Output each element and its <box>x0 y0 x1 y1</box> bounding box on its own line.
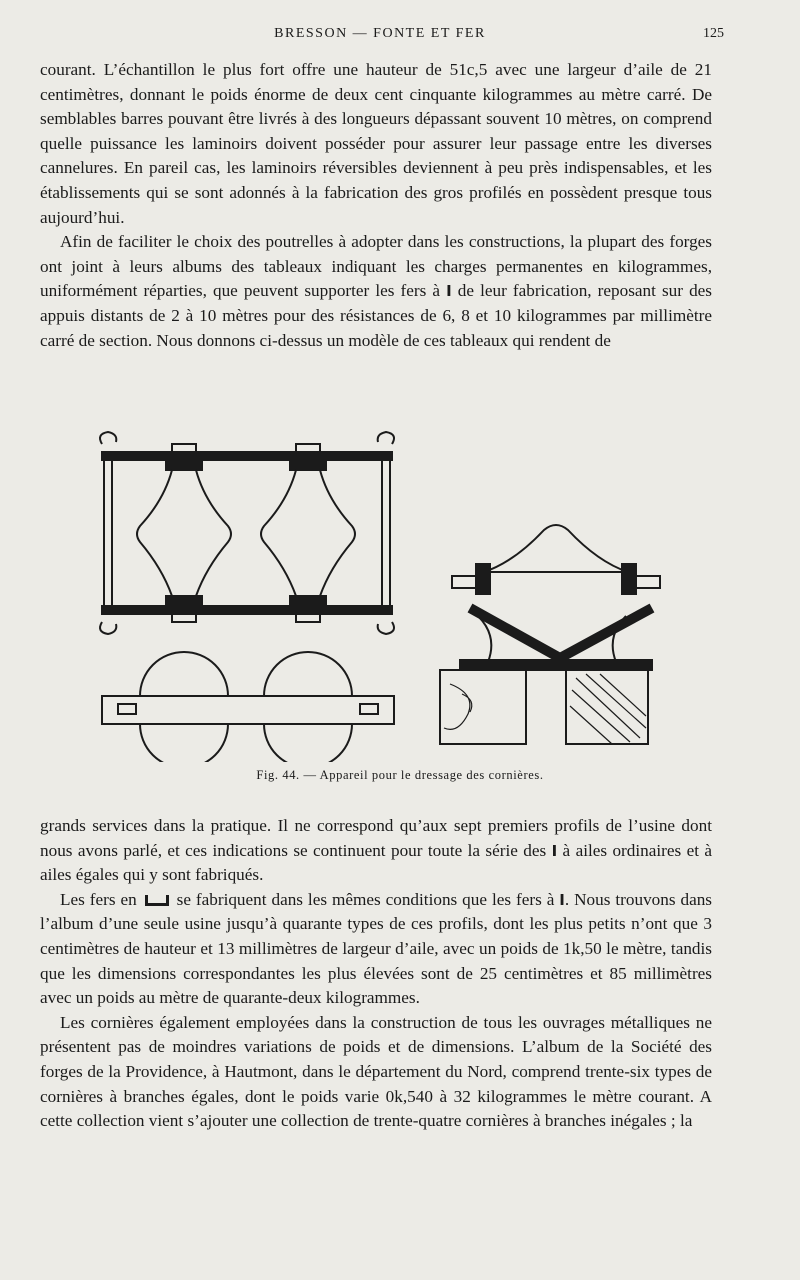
paragraph-2-text-b: de leur fabrication, reposant sur des appuis distants de 2 à 10 mètres pour des résistances de 6, 8 et 10 kilogrammes par millimètre carré de section. Nous donnons ci-dessus un modèle de ces tableaux qui rendent de <box>40 281 712 350</box>
paragraph-3-text-b: à ailes ordinaires et à ailes égales qui y sont fabriqués. <box>40 840 712 885</box>
i-beam-icon: I <box>551 841 558 860</box>
figure-caption: Fig. 44. — Appareil pour le dressage des cornières. <box>256 768 544 782</box>
paragraph-4-text-c: . Nous trouvons dans l’album d’une seule usine jusqu’à quarante types de ces profils, dont les plus petits n’ont que 3 centimètres de hauteur et 13 millimètres de largeur d’aile, avec un poids de 1k,50 le mètre, tandis que les dimensions correspondantes les plus élevées sont de 25 centimètres et 85 millimètres avec un poids au mètre de quarante-deux kilogrammes. <box>40 889 712 1008</box>
i-beam-icon: I <box>446 282 452 301</box>
paragraph-4-text-b: se fabriquent dans les mêmes conditions que les fers à <box>171 889 560 909</box>
running-title: BRESSON — FONTE ET FER <box>274 26 486 41</box>
paragraph-3-text-a: grands services dans la pratique. Il ne correspond qu’aux sept premiers profils de l’usine dont nous avons parlé, et ces indications se continuent pour toute la série des <box>40 816 712 860</box>
channel-section-icon <box>145 895 169 906</box>
text-block-top <box>40 58 712 353</box>
side-view <box>102 652 394 762</box>
paragraph-1: courant. L’échantillon le plus fort offre une hauteur de 51c,5 avec une largeur d’aile de 21 centimètres, donnant le poids énorme de deux cent cinquante kilogrammes au mètre carré. De semblables barres pouvant être livrés à des longueurs dépassant souvent 10 mètres, on comprend quelle puissance les laminoirs doivent posséder pour assurer leur passage entre les diverses cannelures. En pareil cas, les laminoirs réversibles deviennent à peu près indispensables, et les établissements qui se sont adonnés à la fabrication des gros profilés en possèdent presque tous aujourd’hui. <box>40 60 712 227</box>
i-beam-icon: I <box>559 890 565 909</box>
paragraph-3 <box>40 814 712 888</box>
text-block-bottom <box>40 814 712 1134</box>
plan-view-frame <box>100 432 394 634</box>
paragraph-4-text-a: Les fers en <box>60 889 142 909</box>
paragraph-2-text-a: Afin de faciliter le choix des poutrelles à adopter dans les constructions, la plupart des forges ont joint à leurs albums des tableaux indiquant les charges permanentes en kilogrammes, uniformément réparties, que peuvent supporter les fers à <box>40 232 712 301</box>
paragraph-5: Les cornières également employées dans la construction de tous les ouvrages métalliques ne présentent pas de moindres variations de poids et de dimensions. L’album de la Société des forges de la Providence, à Hautmont, dans le département du Nord, comprend trente-six types de cornières à branches égales, dont le poids varie 0k,540 à 32 kilogrammes le mètre courant. A cette collection vient s’ajouter une collection de trente-quatre cornières à branches inégales ; la <box>40 1012 712 1131</box>
paragraph-2 <box>40 230 712 353</box>
page-number: 125 <box>703 26 724 41</box>
running-head <box>40 26 724 46</box>
plan-view-roller-left <box>137 462 231 604</box>
figure-44-straightening-apparatus <box>0 422 800 762</box>
paragraph-4 <box>40 888 712 1011</box>
section-view <box>440 525 660 744</box>
plan-view-roller-right <box>261 462 355 604</box>
